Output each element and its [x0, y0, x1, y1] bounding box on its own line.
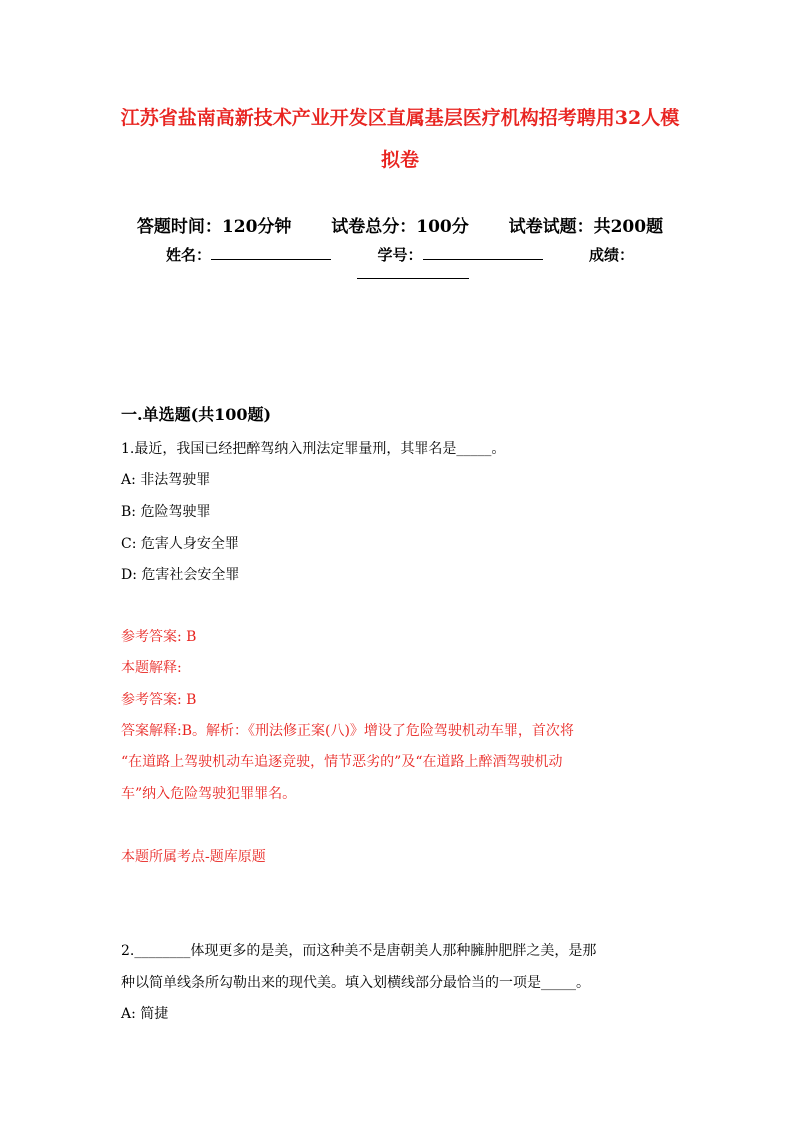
q1-option-a: A: 非法驾驶罪	[121, 472, 211, 488]
name-label: 姓名：	[166, 246, 212, 264]
q1-option-d: D: 危害社会安全罪	[121, 567, 240, 583]
q1-stem: 1.最近，我国已经把醉驾纳入刑法定罪量刑，其罪名是_____。	[121, 441, 506, 457]
q1-explanation-line2: “在道路上驾驶机动车追逐竞驶，情节恶劣的”及“在道路上醉酒驾驶机动	[121, 754, 563, 770]
q1-option-b: B: 危险驾驶罪	[121, 504, 211, 520]
student-info	[0, 244, 800, 265]
grade-label: 成绩：	[588, 246, 634, 264]
q2-stem-line2: 种以简单线条所勾勒出来的现代美。填入划横线部分最恰当的一项是_____。	[121, 975, 590, 991]
q1-answer: 参考答案: B	[121, 629, 197, 645]
q1-option-c: C: 危害人身安全罪	[121, 536, 239, 552]
q1-explanation-line1: 答案解释:B。解析：《刑法修正案(八)》增设了危险驾驶机动车罪，首次将	[121, 723, 574, 739]
q1-explanation-line3: 车”纳入危险驾驶犯罪罪名。	[121, 786, 297, 802]
id-label: 学号：	[377, 246, 423, 264]
score-label: 试卷总分：100分	[331, 217, 469, 237]
q1-explain-label: 本题解释:	[121, 660, 182, 676]
time-label: 答题时间：120分钟	[136, 217, 292, 237]
count-label: 试卷试题：共200题	[508, 217, 664, 237]
exam-meta	[0, 212, 800, 237]
grade-blank	[357, 278, 469, 279]
q1-answer-repeat: 参考答案: B	[121, 692, 197, 708]
q2-option-a: A: 简捷	[121, 1006, 169, 1022]
doc-title-line1: 江苏省盐南高新技术产业开发区直属基层医疗机构招考聘用32人模	[120, 107, 680, 129]
q1-source: 本题所属考点-题库原题	[121, 849, 266, 865]
q2-stem-line1: 2.________体现更多的是美，而这种美不是唐朝美人那种臃肿肥胖之美，是那	[121, 943, 597, 959]
name-blank	[211, 245, 331, 260]
id-blank	[423, 245, 543, 260]
doc-title-line2: 拟卷	[380, 149, 419, 171]
section-title: 一.单选题(共100题)	[121, 405, 272, 424]
